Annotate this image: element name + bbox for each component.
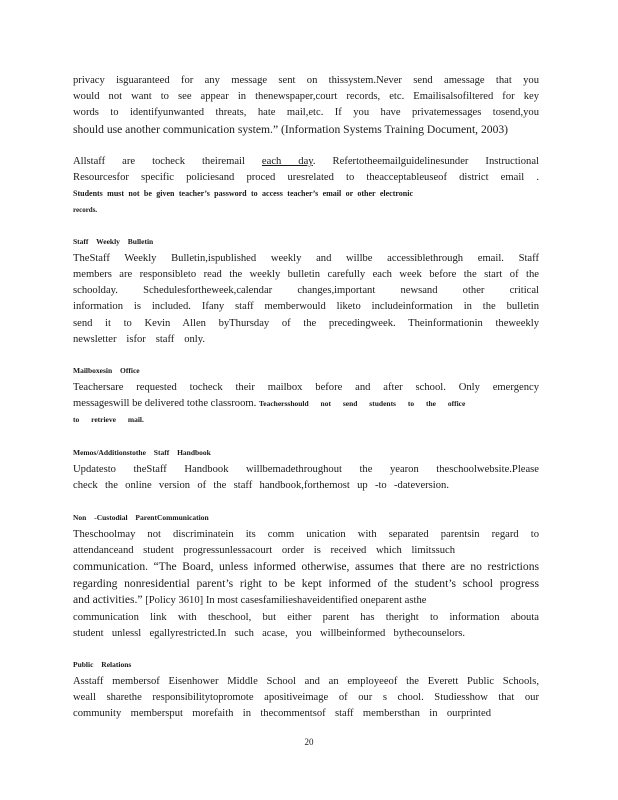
bold-text-segment: Teachersshould not send students to the office — [258, 399, 466, 408]
email-paragraph-line1 — [73, 155, 539, 168]
body-text-line: attendanceand student progressunlessacourt order is received which limitssuch — [73, 545, 455, 556]
body-text-line: words to identifyunwanted threats, hate mail,etc. If you have privatemessages tosend,you — [73, 107, 539, 118]
text-segment: . Refertotheemailguidelinesunder Instructional — [312, 156, 539, 167]
mixed-text-line — [73, 593, 478, 607]
body-text-line: student unlessl egallyrestricted.In such acase, you willbeinformed bythecounselors. — [73, 628, 465, 639]
bold-notice-line: Students must not be given teacher’s password to access teacher’s email or other electronic — [73, 189, 413, 198]
body-text-line: Teachersare requested tocheck their mailbox before and after school. Only emergency — [73, 382, 539, 393]
body-text-line: communication link with theschool, but either parent has theright to information abouta — [73, 612, 539, 623]
underlined-text: each day — [261, 156, 313, 167]
body-text-line: information is included. Ifany staff memberwould liketo includeinformation in the bulletin — [73, 301, 539, 312]
body-text-line: newsletter isfor staff only. — [73, 334, 205, 345]
body-text-line: weall sharethe responsibilitytopromote apositiveimage of our s chool. Studiesshow that our — [73, 692, 539, 703]
body-text-line: schoolday. Schedulesfortheweek,calendar changes,important newsand other critical — [73, 285, 539, 296]
body-text-line: Updatesto theStaff Handbook willbemadethroughout the yearon theschoolwebsite.Please — [73, 464, 539, 475]
text-segment: [Policy 3610] In most casesfamilieshaveidentified oneparent asthe — [145, 595, 427, 606]
body-text-line: TheStaff Weekly Bulletin,ispublished weekly and willbe accessiblethrough email. Staff — [73, 253, 539, 264]
body-text-line: regarding nonresidential parent’s right to be kept informed of the student’s school progress — [73, 577, 539, 590]
body-text-line: send it to Kevin Allen byThursday of the precedingweek. Theinformationin theweekly — [73, 318, 539, 329]
body-text-line: should use another communication system.” (Information Systems Training Document, 2003) — [73, 123, 509, 136]
body-text-line: would not want to see appear in thenewspaper,court records, etc. Emailisalsofiltered for key — [73, 91, 539, 102]
body-text-line: privacy isguaranteed for any message sent on thissystem.Never send amessage that you — [73, 75, 539, 86]
body-text-line: members are responsibleto read the weekly bulletin carefully each week before the start of the — [73, 269, 539, 280]
body-text-line: Asstaff membersof Eisenhower Middle School and an employeeof the Everett Public Schools, — [73, 676, 539, 687]
mixed-text-line — [73, 397, 533, 410]
section-heading: Memos/Additionstothe Staff Handbook — [73, 448, 211, 457]
section-heading: Staff Weekly Bulletin — [73, 237, 154, 246]
page-number: 20 — [304, 737, 314, 747]
section-heading: Mailboxesin Office — [73, 366, 140, 375]
body-text-line: Theschoolmay not discriminatein its comm unication with separated parentsin regard to — [73, 529, 539, 540]
bold-text-line: to retrieve mail. — [73, 415, 144, 424]
text-segment: messageswill be delivered tothe classroom. — [73, 398, 257, 409]
text-segment: and activities.” — [73, 593, 143, 606]
body-text-line: community membersput morefaith in thecommentsof staff membersthan in ourprinted — [73, 708, 491, 719]
bold-notice-line: records. — [73, 206, 98, 214]
body-text-line: communication. “The Board, unless informed otherwise, assumes that there are no restrictions — [73, 560, 539, 573]
section-heading: Public Relations — [73, 660, 132, 669]
section-heading: Non -Custodial ParentCommunication — [73, 513, 209, 522]
body-text-line: Resourcesfor specific policiesand proced uresrelated to theacceptableuseof district email . — [73, 172, 539, 183]
text-segment: Allstaff are tocheck theiremail — [73, 156, 245, 167]
body-text-line: check the online version of the staff handbook,forthemost up -to -dateversion. — [73, 480, 449, 491]
